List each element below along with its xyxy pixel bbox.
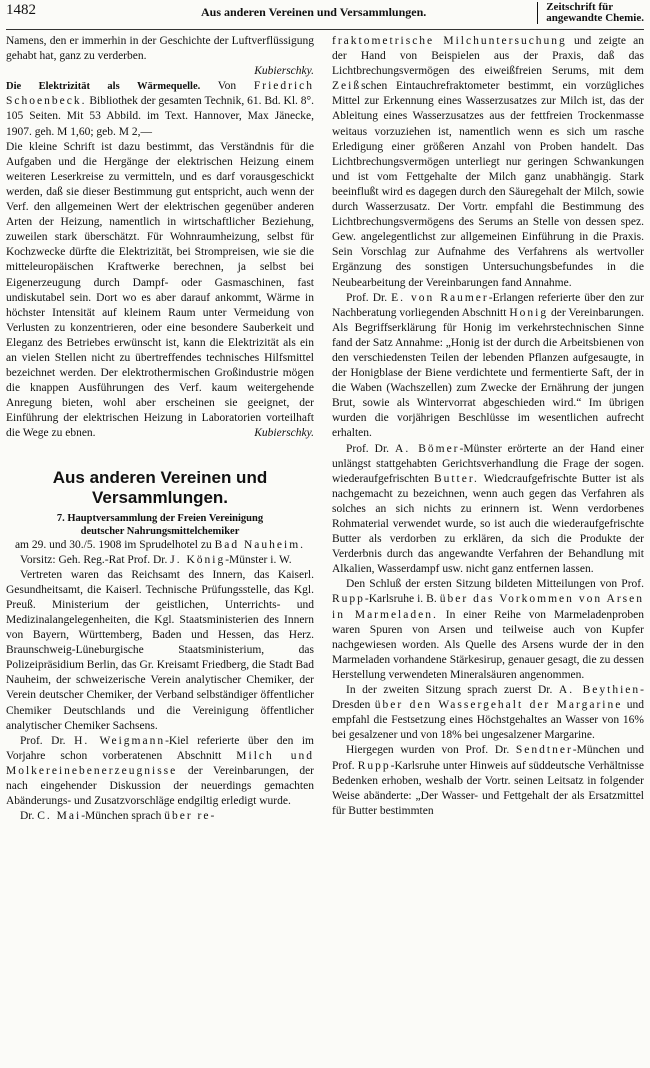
left-column bbox=[6, 34, 314, 824]
meeting-subhead-2: deutscher Nahrungsmittelchemiker bbox=[80, 525, 240, 537]
review-author: Friedrich Schoenbeck. bbox=[6, 80, 315, 108]
journal-line-2: angewandte Chemie. bbox=[546, 12, 644, 24]
chair-line: Vorsitz: Geh. Reg.-Rat Prof. Dr. J. König-Münster i. W. bbox=[20, 553, 292, 566]
paragraph-margarine: In der zweiten Sitzung sprach zuerst Dr. A. Beythien-Dresden über den Wassergehalt der Margarine und empfahl die Festsetzung eines Höchstgehaltes an Wasser von 16% bei gesalzener und von 18% bei ungesalzener Margarine. bbox=[332, 684, 645, 742]
meeting-subhead-1: 7. Hauptversammlung der Freien Vereinigung bbox=[56, 512, 264, 524]
page-header bbox=[6, 2, 644, 32]
paragraph-refraktometrie: fraktometrische Milchuntersuchung und zeigte an der Hand von Beispielen aus der Praxis, daß das Lichtbrechungsvermögen des eiweißfreien Serums, mit dem Zeißschen Eintauchrefraktometer bestimmt, ein vorzügliches Mittel zur Erkennung eines Wasserzusatzes zur Milch ist, das der Ableitung eines Wasserzusatzes aus der fettfreien Trockenmasse weitaus vorzuziehen ist, namentlich wenn es sich um rasche Erledigung einer größeren Anzahl von Proben handelt. Das Lichtbrechungsvermögen unterliegt nur geringen Schwankungen und ist vom Fettgehalte der Milch ganz unabhängig. Stark beeinflußt wird es dagegen durch den Säuregehalt der Milch, sowie durch Wasserzusatz. Der Vortr. empfahl die Bestimmung des Lichtbrechungsvermögens des Serums an Stelle von dessen spez. Gew. angelegentlichst zur allgemeinen Einführung in die Praxis. Sein Vorschlag zur Aufnahme des Verfahrens als wertvoller Ergänzung des sonstigen Untersuchungsbefundes in die Neubearbeitung der Vereinbarungen fand Annahme. bbox=[332, 35, 645, 289]
page-number: 1482 bbox=[6, 2, 36, 18]
review-bibliography: Bibliothek der gesamten Technik, 61. Bd. Kl. 8°. 105 Seiten. Mit 53 Abbild. im Text. Hannover, Max Jänecke, 1907. geh. M 1,60; geb. M 2,— bbox=[6, 95, 315, 138]
journal-name bbox=[537, 2, 644, 24]
book-review-heading: Die Elektrizität als Wärmequelle. Von Friedrich Schoenbeck. Bibliothek der gesamten Technik, 61. Bd. Kl. 8°. 105 Seiten. Mit 53 Abbild. im Text. Hannover, Max Jänecke, 1907. geh. M 1,60; geb. M 2,— bbox=[6, 80, 315, 138]
header-rule bbox=[6, 29, 644, 30]
paragraph-honig: Prof. Dr. E. von Raumer-Erlangen referierte über den zur Nachberatung vorliegenden Abschnitt Honig der Vereinbarungen. Als Begriffserklärung für Honig im verkehrstechnischen Sinne fand der Satz Annahme: „Honig ist der durch die Arbeitsbienen von den verschiedensten Teilen der lebenden Pflanzen aufgesaugte, in der Honigblase der Biene verdichtete und fermentierte Saft, der in die Waben (Wachszellen) zum Zwecke der Ernährung der jungen Brut, sowie als Wintervorrat abgeschieden wird.“ Im übrigen wurden die vorjährigen Beschlüsse im wesentlichen aufrecht erhalten. bbox=[332, 291, 645, 440]
paragraph-mai: Dr. C. Mai-München sprach über re- bbox=[20, 810, 217, 823]
signature: Kubierschky. bbox=[254, 427, 314, 440]
section-title: Aus anderen Vereinen und Versammlungen. bbox=[52, 467, 268, 507]
meeting-date-place: am 29. und 30./5. 1908 im Sprudelhotel zu Bad Nauheim. bbox=[14, 538, 306, 551]
paragraph-weigmann: Prof. Dr. H. Weigmann-Kiel referierte über den im Vorjahre schon vorberatenen Abschnitt Milch und Molkereinebenerzeugnisse der Vereinbarungen, der nach eingehender Diskussion der neuerdings gemachten Abänderungs- und Zusatzvorschläge endgiltig erledigt wurde. bbox=[6, 734, 315, 808]
paragraph-arsen: Den Schluß der ersten Sitzung bildeten Mitteilungen von Prof. Rupp-Karlsruhe i. B. über das Vorkommen von Arsen in Marmeladen. In einer Reihe von Marmeladenproben waren Spuren von Arsen und teilweise auch von Kupfer nachgewiesen worden. Als Quelle des Arsens wurde der in den Marmeladen vorhandene Stärkesirup, genauer gesagt, die zu dessen Herstellung verwendeten Mineralsäuren angenommen. bbox=[332, 578, 645, 681]
right-column bbox=[332, 34, 644, 819]
running-title: Aus anderen Vereinen und Versammlungen. bbox=[201, 5, 427, 19]
review-title: Die Elektrizität als Wärmequelle. bbox=[6, 81, 201, 93]
paragraph-butter: Prof. Dr. A. Bömer-Münster erörterte an der Hand einer unlängst stattgehabten Gerichtsverhandlung die Frage der sogen. wiederaufgefrischten Butter. Wiedcraufgefrischte Butter ist als nachgemacht zu bezeichnen, wenn auch gegen das Verfahren als solches an sich nichts zu erinnern ist. Wenn verdorbenes Rohmaterial verwendet wurde, so ist auch die wiederaufgefrischte Butter als verdorben zu erklären, da sich die Produkte der Verderbnis durch das angewandte Verfahren der Behandlung mit Alkalien, Wasserdampf usw. nicht ganz entfernen lassen. bbox=[332, 442, 645, 576]
review-body: Die kleine Schrift ist dazu bestimmt, das Verständnis für die Aufgaben und die Hergänge der elektrischen Heizung einem weiteren Leserkreise zu vermitteln, und es darf vorausgeschickt werden, daß sie dieser Bestimmung gut entspricht, auch wenn der Verf. den allgemeinen Wert der elektrischen gegenüber anderen Arten der Heizung, namentlich in wirtschaftlicher Beziehung, zuweilen stark überschätzt. Für Wohnraumheizung, selbst für Kochzwecke dürfte die Elektrizität, bei Strompreisen, wie sie die mitteleuropäischen Kraftwerke berechnen, ja selbst bei Eigenerzeugung durch Dampf- oder Gasmaschinen, fast undiskutabel sein. Dort wo es aber darauf ankommt, Wärme in höchster Intensität auf kleinem Raum unter Vermeidung von Verlusten zu konzentrieren, oder eine besondere Sauberkeit und Eleganz des Betriebes erwünscht ist, kann die Elektrizität als ein an vielen Stellen nicht zu übertreffendes technisches Hilfsmittel bezeichnet werden. Der elektrothermischen Großindustrie mögen die knappen Ausführungen des Verf. kaum weitergehende Anregung bieten, wohl aber erscheinen sie geeignet, der Einführung der elektrischen Heizung in Laboratorien vorteilhaft die Wege zu ebnen. Kubierschky. bbox=[6, 140, 314, 442]
paragraph-sendtner: Hiergegen wurden von Prof. Dr. Sendtner-München und Prof. Rupp-Karlsruhe unter Hinweis auf süddeutsche Verhältnisse Bedenken erhoben, weshalb der Vortr. seinen Leitsatz in folgender Weise abänderte: „Der Wasser- und Fettgehalt der als Ersatzmittel für Butter bestimmten bbox=[332, 744, 644, 817]
journal-line-1: Zeitschrift für bbox=[546, 1, 614, 13]
paragraph-attendees: Vertreten waren das Reichsamt des Innern, das Kaiserl. Gesundheitsamt, die Kaiserl. Technische Prüfungsstelle, das Kgl. Preuß. Ministerium der geistlichen, Unterrichts- und Medizinalangelegenheiten, die Kgl. Staatsministerien des Innern von Bayern, Württemberg, Baden und Hessen, das Herz. Braunschweig-Lüneburgische Staatsministerium, das Polizeipräsidium Berlin, das Gr. Kreisamt Friedberg, die Stadt Bad Nauheim, der schweizerische Verein analytischer Chemiker, der Verein deutscher Chemiker, der Verband selbständiger öffentlicher Chemiker Deutschlands und die Vereinigung öffentlicher analytischer Chemiker Sachsens. bbox=[6, 568, 315, 732]
signature: Kubierschky. bbox=[254, 65, 314, 78]
continued-text: Namens, den er immerhin in der Geschichte der Luftverflüssigung gehabt hat, ganz zu verderben. bbox=[6, 35, 314, 63]
